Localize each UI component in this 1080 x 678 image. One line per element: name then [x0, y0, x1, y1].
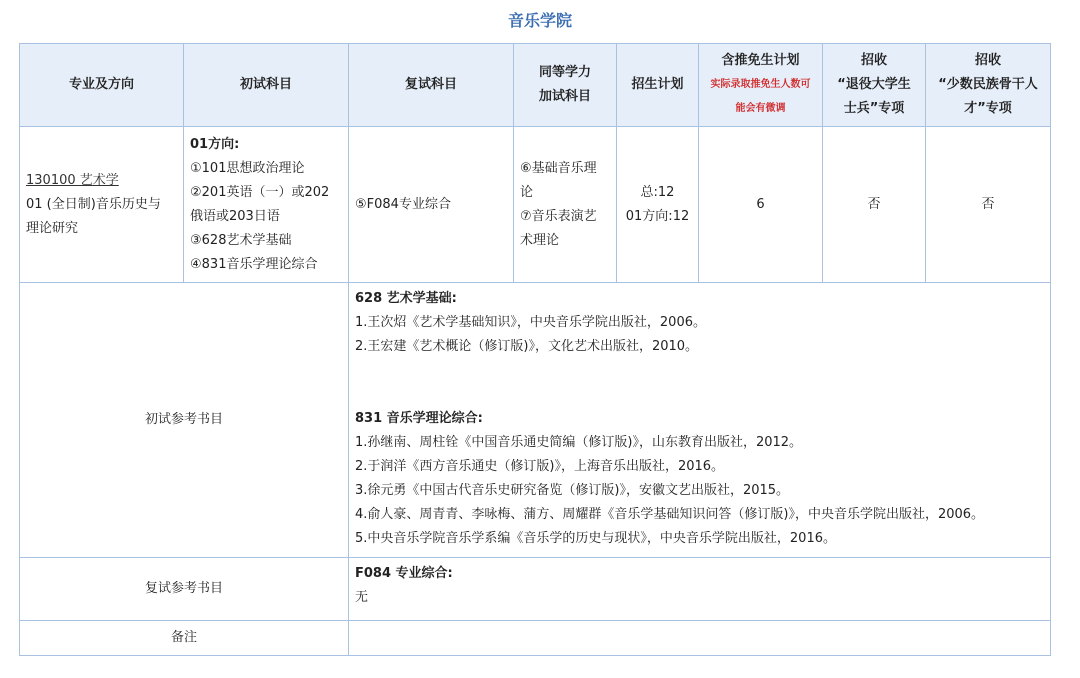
header-recommend-label: 含推免生计划 [721, 53, 800, 68]
header-veteran-line3: 士兵”专项 [843, 101, 905, 116]
program-major-cell [20, 127, 184, 283]
header-recommend-note-line2: 能会有微调 [735, 103, 786, 114]
ref-section-heading: 831 音乐学理论综合: [355, 411, 483, 426]
initial-subjects-cell [184, 127, 349, 283]
retest-subjects-cell: ⑤F084专业综合 [349, 127, 514, 283]
header-recommend [699, 44, 823, 127]
retest-refs-content [349, 558, 1051, 621]
ref-item: 1.王次炤《艺术学基础知识》，中央音乐学院出版社，2006。 [355, 315, 706, 330]
minority-cell: 否 [926, 127, 1051, 283]
retest-refs-row [20, 558, 1051, 621]
plan-total: 总:12 [640, 184, 675, 200]
equiv-subject-line: ⑥基础音乐理 [520, 160, 597, 176]
header-veteran-line1: 招收 [860, 53, 887, 68]
program-code-link[interactable]: 130100 艺术学 [26, 172, 119, 188]
equiv-subject-line: 论 [520, 184, 534, 200]
header-minority-line2: “少数民族骨干人 [938, 77, 1038, 92]
plan-direction: 01方向:12 [625, 208, 690, 224]
ref-item: 4.俞人豪、周青青、李咏梅、蒲方、周耀群《音乐学基础知识问答（修订版)》，中央音乐学院出版社，2006。 [355, 507, 985, 522]
remarks-content [349, 621, 1051, 656]
program-direction-line2: 理论研究 [26, 220, 79, 236]
initial-subject-heading: 01方向: [190, 136, 240, 152]
ref-item: 3.徐元勇《中国古代音乐史研究备览（修订版)》，安徽文艺出版社，2015。 [355, 483, 790, 498]
initial-subject: ④831音乐学理论综合 [190, 256, 318, 272]
plan-cell [617, 127, 699, 283]
initial-refs-content [349, 283, 1051, 558]
equiv-subject-line: ⑦音乐表演艺 [520, 208, 597, 224]
header-row [20, 44, 1051, 127]
ref-item: 5.中央音乐学院音乐学系编《音乐学的历史与现状》，中央音乐学院出版社，2016。 [355, 531, 836, 546]
equiv-subject-line: 术理论 [520, 232, 560, 248]
retest-refs-label: 复试参考书目 [20, 558, 349, 621]
ref-section-heading: 628 艺术学基础: [355, 291, 457, 306]
ref-item: 1.孙继南、周柱铨《中国音乐通史简编（修订版)》，山东教育出版社，2012。 [355, 435, 803, 450]
recommend-cell: 6 [699, 127, 823, 283]
header-minority-line3: 才”专项 [964, 101, 1012, 116]
ref-item: 2.王宏建《艺术概论（修订版)》，文化艺术出版社，2010。 [355, 339, 699, 354]
header-veteran-line2: “退役大学生 [837, 77, 911, 92]
initial-refs-label: 初试参考书目 [20, 283, 349, 558]
initial-subject: 俄语或203日语 [190, 208, 280, 224]
remarks-label: 备注 [20, 621, 349, 656]
program-row [20, 127, 1051, 283]
program-direction-line1: 01 (全日制)音乐历史与 [26, 196, 161, 212]
header-initial: 初试科目 [184, 44, 349, 127]
veteran-cell: 否 [823, 127, 926, 283]
retest-refs-value: 无 [355, 590, 369, 605]
header-equiv-line2: 加试科目 [538, 89, 591, 104]
header-recommend-note-line1: 实际录取推免生人数可 [710, 79, 811, 90]
page-title: 音乐学院 [507, 11, 572, 30]
initial-subject: ②201英语（一）或202 [190, 184, 330, 200]
header-equiv-line1: 同等学力 [538, 65, 591, 80]
initial-refs-row [20, 283, 1051, 558]
remarks-row [20, 621, 1051, 656]
header-plan: 招生计划 [617, 44, 699, 127]
admissions-table [19, 43, 1051, 656]
header-equiv [514, 44, 617, 127]
equiv-subjects-cell [514, 127, 617, 283]
initial-subject: ③628艺术学基础 [190, 232, 292, 248]
header-retest: 复试科目 [349, 44, 514, 127]
ref-item: 2.于润洋《西方音乐通史（修订版)》，上海音乐出版社，2016。 [355, 459, 725, 474]
header-major: 专业及方向 [20, 44, 184, 127]
header-minority [926, 44, 1051, 127]
initial-subject: ①101思想政治理论 [190, 160, 305, 176]
ref-spacer [355, 359, 1044, 407]
header-minority-line1: 招收 [974, 53, 1001, 68]
header-veteran [823, 44, 926, 127]
retest-refs-heading: F084 专业综合: [355, 566, 453, 581]
